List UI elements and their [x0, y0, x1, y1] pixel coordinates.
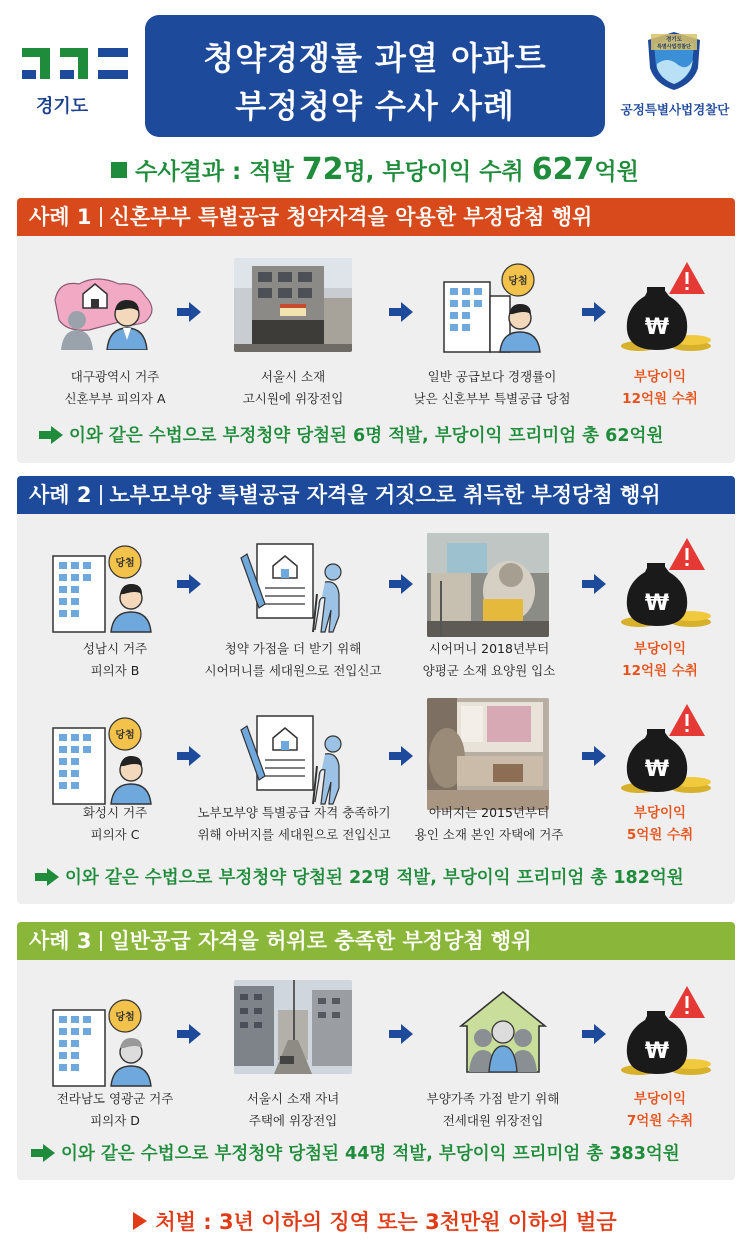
- case-2-section: [17, 476, 735, 904]
- case-3-section: [17, 922, 735, 1180]
- header-separator: [100, 931, 102, 951]
- case-1-number: 사례 1: [29, 205, 92, 229]
- green-arrow-icon: [31, 1144, 55, 1162]
- svg-text:₩: ₩: [644, 1039, 670, 1064]
- case-1-step-3: 일반 공급보다 경쟁률이 낮은 신혼부부 특별공급 당첨: [413, 369, 571, 406]
- arrow-right-icon: [389, 302, 413, 322]
- case-3-result-text: 이와 같은 수법으로 부정청약 당첨된 44명 적발, 부당이익 프리미엄 총 383억원: [61, 1144, 680, 1164]
- case-3-step-1: 전라남도 영광군 거주 피의자 D: [56, 1091, 174, 1128]
- summary-count-unit: 명, 부당이익 수취: [343, 159, 532, 185]
- money-bag-warning-icon: [617, 536, 715, 630]
- penalty-line: [0, 1206, 750, 1236]
- case-3-result: [31, 1140, 680, 1165]
- gosiwon-building-photo: [234, 258, 352, 352]
- summary-lead: 수사결과 : 적발: [135, 159, 302, 185]
- building-winner-icon: [49, 990, 159, 1088]
- header-separator: [100, 207, 102, 227]
- case-2-title: 노부모부양 특별공급 자격을 거짓으로 취득한 부정당첨 행위: [109, 483, 661, 507]
- gyeonggi-logo: [22, 40, 132, 120]
- gyeonggi-logo-mark-icon: [22, 40, 132, 90]
- arrow-right-icon: [177, 574, 201, 594]
- arrow-right-icon: [582, 746, 606, 766]
- arrow-right-icon: [582, 302, 606, 322]
- arrow-right-icon: [582, 1024, 606, 1044]
- gyeonggi-logo-text: 경기도: [36, 96, 89, 117]
- winner-badge-label: 당첨: [508, 276, 528, 287]
- arrow-right-icon: [177, 746, 201, 766]
- case-1-header: [17, 198, 735, 236]
- header-separator: [100, 485, 102, 505]
- title-banner: [145, 15, 605, 137]
- winner-badge-label: 당첨: [115, 558, 135, 569]
- special-police-logo: [615, 30, 735, 130]
- green-arrow-icon: [39, 426, 63, 444]
- summary-square-icon: [111, 162, 127, 178]
- case-2-row-2-profit: 부당이익 5억원 수취: [626, 805, 694, 843]
- green-arrow-icon: [35, 868, 59, 886]
- summary-count: 72: [301, 152, 344, 187]
- case-2-row-1-profit: 부당이익 12억원 수취: [622, 641, 698, 679]
- case-2-row-1-step-2: 청약 가점을 더 받기 위해 시어머니를 세대원으로 전입신고: [204, 641, 382, 678]
- building-winner-icon: [49, 536, 159, 634]
- investigation-summary: [0, 152, 750, 187]
- summary-amount: 627: [531, 152, 595, 187]
- money-bag-warning-icon: [617, 702, 715, 796]
- title-line-2: 부정청약 수사 사례: [235, 87, 515, 125]
- arrow-right-icon: [389, 746, 413, 766]
- map-person-icon: [49, 270, 169, 350]
- case-2-result-text: 이와 같은 수법으로 부정청약 당첨된 22명 적발, 부당이익 프리미엄 총 182억원: [65, 868, 684, 888]
- case-1-profit: 부당이익 12억원 수취: [622, 369, 698, 407]
- home-interior-photo: [427, 698, 549, 810]
- case-3-profit: 부당이익 7억원 수취: [626, 1091, 694, 1129]
- case-1-step-2: 서울시 소재 고시원에 위장전입: [242, 369, 344, 406]
- winner-badge-label: 당첨: [115, 1012, 135, 1023]
- case-2-result: [35, 864, 684, 889]
- title-line-1: 청약경쟁률 과열 아파트: [203, 39, 547, 77]
- case-2-row-2-step-1: 화성시 거주 피의자 C: [82, 805, 148, 842]
- money-bag-warning-icon: [617, 260, 715, 354]
- special-police-logo-text: 공정특별사법경찰단: [620, 102, 730, 117]
- nursing-home-photo: [427, 533, 549, 637]
- document-elderly-icon: [227, 538, 357, 634]
- case-2-header: [17, 476, 735, 514]
- case-3-step-2: 서울시 소재 자녀 주택에 위장전입: [246, 1091, 340, 1128]
- building-winner-icon: [49, 708, 159, 806]
- arrow-right-icon: [177, 302, 201, 322]
- arrow-right-icon: [177, 1024, 201, 1044]
- arrow-right-icon: [582, 574, 606, 594]
- case-2-row-1-step-3: 시어머니 2018년부터 양평군 소재 요양원 입소: [422, 641, 556, 678]
- case-1-result-text: 이와 같은 수법으로 부정청약 당첨된 6명 적발, 부당이익 프리미엄 총 62억원: [69, 426, 664, 446]
- arrow-right-icon: [389, 1024, 413, 1044]
- residential-street-photo: [234, 980, 352, 1074]
- case-2-number: 사례 2: [29, 483, 92, 507]
- svg-text:₩: ₩: [644, 315, 670, 340]
- police-shield-icon: [645, 30, 703, 92]
- arrow-right-icon: [389, 574, 413, 594]
- case-3-number: 사례 3: [29, 929, 92, 953]
- svg-text:₩: ₩: [644, 757, 670, 782]
- money-bag-warning-icon: [617, 984, 715, 1078]
- case-2-row-1-step-1: 성남시 거주 피의자 B: [82, 641, 148, 678]
- case-1-step-1: 대구광역시 거주 신혼부부 피의자 A: [64, 369, 166, 406]
- case-1-title: 신혼부부 특별공급 청약자격을 악용한 부정당첨 행위: [109, 205, 593, 229]
- shield-text-2: 특별사법경찰단: [657, 44, 691, 50]
- document-elderly-icon: [227, 710, 357, 806]
- case-1-section: [17, 198, 735, 463]
- penalty-text: 처벌 : 3년 이하의 징역 또는 3천만원 이하의 벌금: [155, 1210, 617, 1234]
- case-1-result: [39, 422, 663, 447]
- winner-badge-label: 당첨: [115, 730, 135, 741]
- family-house-icon: [455, 986, 551, 1076]
- case-3-header: [17, 922, 735, 960]
- case-2-row-2-step-2: 노부모부양 특별공급 자격 충족하기 위해 아버지를 세대원으로 전입신고: [197, 805, 391, 842]
- shield-text-1: 경기도: [666, 37, 682, 43]
- case-2-row-2-step-3: 아버지는 2015년부터 용인 소재 본인 자택에 거주: [414, 805, 564, 842]
- case-3-title: 일반공급 자격을 허위로 충족한 부정당첨 행위: [109, 929, 532, 953]
- summary-amount-unit: 억원: [594, 159, 639, 185]
- building-winner-icon: [440, 256, 550, 354]
- svg-text:₩: ₩: [644, 591, 670, 616]
- case-3-step-3: 부양가족 가점 받기 위해 전세대원 위장전입: [426, 1091, 560, 1128]
- play-triangle-icon: [133, 1212, 147, 1230]
